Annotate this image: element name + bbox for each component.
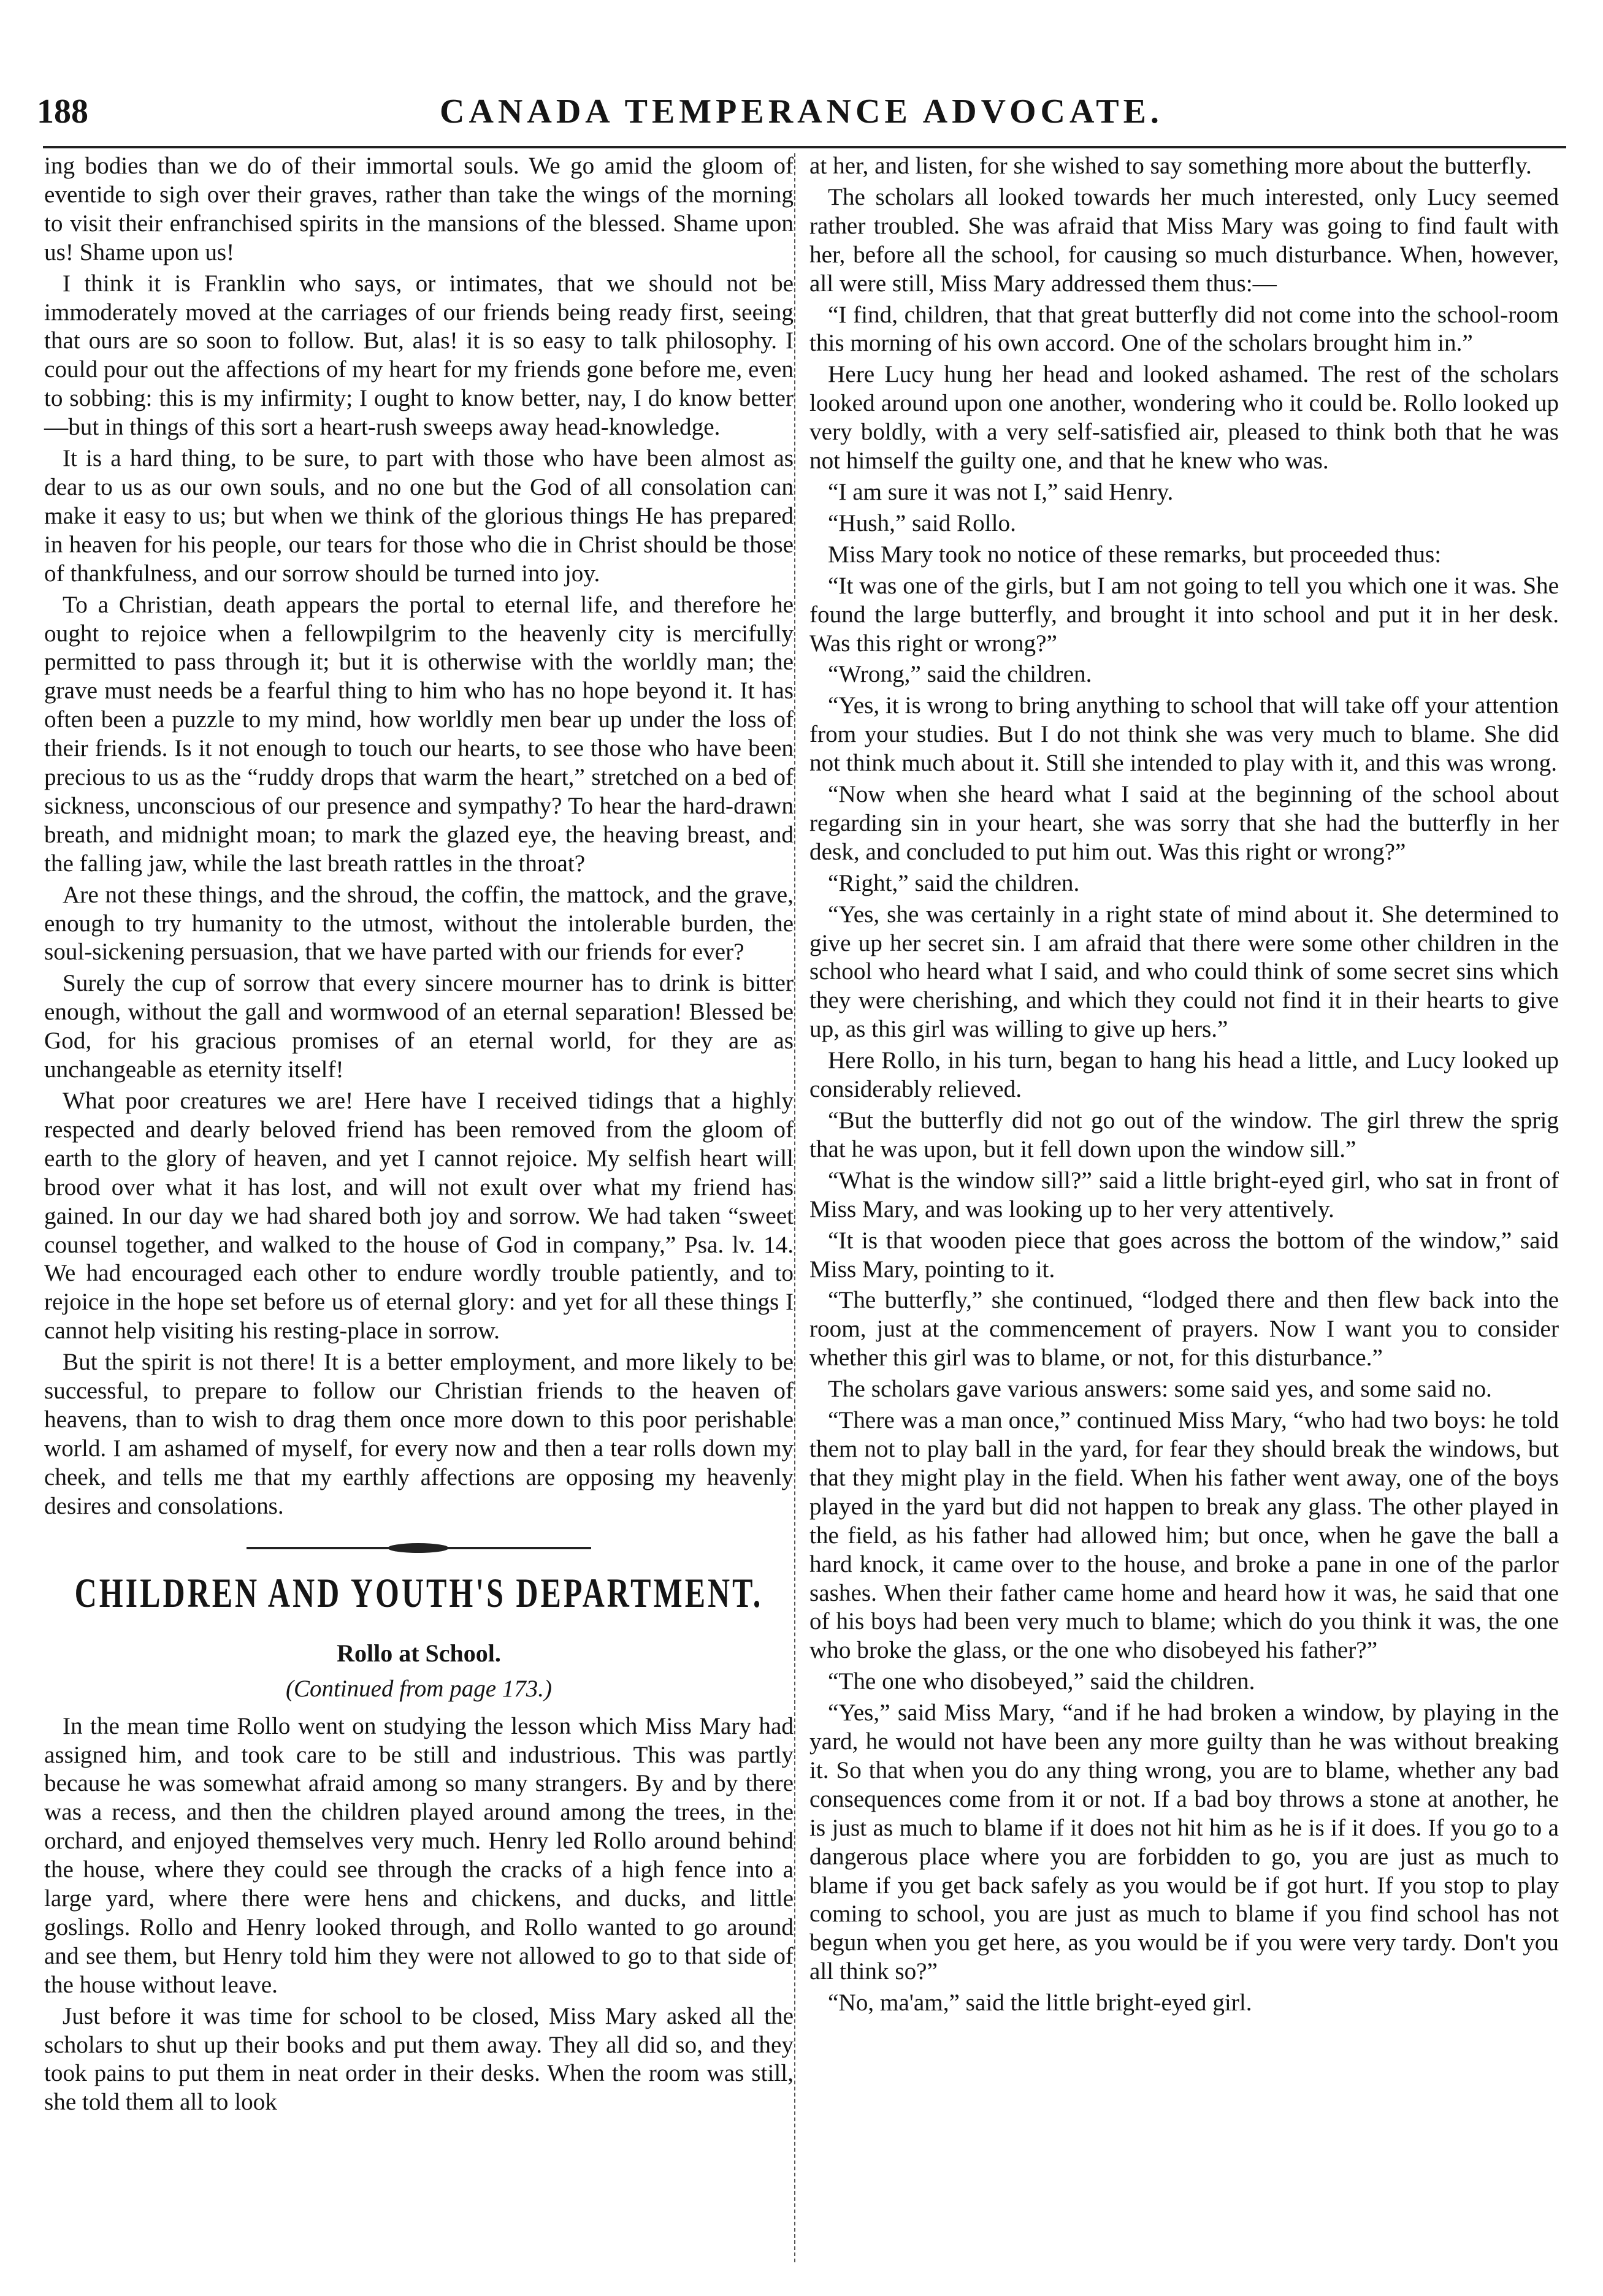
paragraph: In the mean time Rollo went on studying the lesson which Miss Mary had assigned him, and took care to be still and industrious. This was partly because he was somewhat afraid among so many strangers. By and by there was a recess, and then the children played around among the trees, in the orchard, and enjoyed themselves very much. Henry led Rollo around behind the house, where they could see through the cracks of a high fence into a large yard, where there were hens and chickens, and ducks, and little goslings. Rollo and Henry looked through, and Rollo wanted to go around and see them, but Henry told him they were not allowed to go to that side of the house without leave. <box>44 1712 794 1998</box>
paragraph: “Now when she heard what I said at the beginning of the school about regarding sin in your heart, she was sorry that she had the butterfly in her desk, and concluded to put him out. Was this right or wrong?” <box>809 781 1559 865</box>
paragraph: “It is that wooden piece that goes across the bottom of the window,” said Miss Mary, pointing to it. <box>809 1227 1559 1283</box>
right-column <box>809 152 1559 2020</box>
page-header <box>37 92 1566 147</box>
paragraph: “It was one of the girls, but I am not going to tell you which one it was. She found the large butterfly, and brought it into school and put it in her desk. Was this right or wrong?” <box>809 572 1559 657</box>
paragraph: Just before it was time for school to be closed, Miss Mary asked all the scholars to shut up their books and put them away. They all did so, and they took pains to put them in neat order in their desks. When the room was still, she told them all to look <box>44 2002 794 2116</box>
paragraph: “I find, children, that that great butterfly did not come into the school-room this morning of his own accord. One of the scholars brought him in.” <box>809 301 1559 357</box>
header-rule <box>43 146 1566 148</box>
paragraph: The scholars all looked towards her much interested, only Lucy seemed rather troubled. She was afraid that Miss Mary was going to find fault with her, before all the school, for causing so much disturbance. When, however, all were still, Miss Mary addressed them thus:— <box>809 183 1559 297</box>
paragraph: “What is the window sill?” said a little bright-eyed girl, who sat in front of Miss Mary, and was looking up to her very attentively. <box>809 1167 1559 1222</box>
paragraph: “Wrong,” said the children. <box>828 661 1092 688</box>
paragraph: It is a hard thing, to be sure, to part with those who have been almost as dear to us as our own souls, and no one but the God of all consolation can make it easy to us; but when we think of the glorious things He has prepared in heaven for his people, our tears for those who die in Christ should be those of thankfulness, and our sorrow should be turned into joy. <box>44 445 794 587</box>
ornamental-divider <box>44 1537 794 1559</box>
page-number: 188 <box>37 93 88 131</box>
paragraph: at her, and listen, for she wished to say something more about the butterfly. <box>809 153 1532 179</box>
paragraph: “The butterfly,” she continued, “lodged there and then flew back into the room, just at the commencement of prayers. Now I want you to consider whether this girl was to blame, or not, for this disturbance.” <box>809 1287 1559 1371</box>
paragraph: Are not these things, and the shroud, the coffin, the mattock, and the grave, enough to try humanity to the utmost, without the intolerable burden, the soul-sickening persuasion, that we have parted with our friends for ever? <box>44 881 794 966</box>
paragraph: “Hush,” said Rollo. <box>828 509 1016 536</box>
paragraph: What poor creatures we are! Here have I received tidings that a highly respected and dearly beloved friend has been removed from the gloom of earth to the glory of heaven, and yet I cannot rejoice. My selfish heart will brood over what it has lost, and will not exult over what my friend has gained. In our day we had shared both joy and sorrow. We had taken “sweet counsel together, and walked to the house of God in company,” Psa. lv. 14. We had encouraged each other to endure wordly trouble patiently, and to rejoice in the hope set before us of eternal glory: and yet for all these things I cannot help visiting his resting-place in sorrow. <box>44 1088 794 1344</box>
continued-note: (Continued from page 173.) <box>285 1675 552 1702</box>
paragraph: Surely the cup of sorrow that every sincere mourner has to drink is bitter enough, without the gall and wormwood of an eternal separation! Blessed be God, for his gracious promises of an eternal world, for they are as unchangeable as eternity itself! <box>44 970 794 1083</box>
paragraph: “I am sure it was not I,” said Henry. <box>828 478 1174 505</box>
paragraph: “No, ma'am,” said the little bright-eyed girl. <box>828 1989 1252 2016</box>
paragraph: “Right,” said the children. <box>828 869 1080 896</box>
paragraph: ing bodies than we do of their immortal souls. We go amid the gloom of eventide to sigh over their graves, rather than take the wings of the morning to visit their enfranchised spirits in the mansions of the blessed. Shame upon us! Shame upon us! <box>44 153 794 265</box>
paragraph: “But the butterfly did not go out of the window. The girl threw the sprig that he was upon, but it fell down upon the window sill.” <box>809 1107 1559 1162</box>
left-column <box>44 152 794 2119</box>
paragraph: “There was a man once,” continued Miss Mary, “who had two boys: he told them not to play ball in the yard, for fear they should break the windows, but that they might play in the field. When his father went away, one of the boys played in the yard but did not happen to break any glass. The other played in the field, as his father had allowed him; but once, when he gave the ball a hard knock, it came over to the house, and broke a pane in one of the parlor sashes. When their father came home and heard how it was, he said that one of his boys had been very much to blame; which do you think it was, the one who broke the glass, or the one who disobeyed his father?” <box>809 1407 1559 1664</box>
paragraph: But the spirit is not there! It is a better employment, and more likely to be successful, to prepare to follow our Christian friends to the heaven of heavens, than to wish to drag them once more down to this poor perishable world. I am ashamed of myself, for every now and then a tear rolls down my cheek, and tells me that my earthly affections are opposing my heavenly desires and consolations. <box>44 1349 794 1519</box>
paragraph: “Yes, she was certainly in a right state of mind about it. She determined to give up her secret sin. I am afraid that there were some other children in the school who heard what I said, and who could think of some secret sins which they were cherishing, and which they could not find it in their hearts to give up, as this girl was willing to give up hers.” <box>809 901 1559 1043</box>
masthead-title: CANADA TEMPERANCE ADVOCATE. <box>440 93 1163 131</box>
paragraph: “Yes,” said Miss Mary, “and if he had broken a window, by playing in the yard, he would not have been any more guilty than he was without breaking it. So that when you do any thing wrong, you are to blame, whether any bad consequences come from it or not. If a bad boy throws a stone at another, he is just as much to blame if it does not hit him as he is if it does. If you go to a dangerous place where you are forbidden to go, you are just as much to blame if you get back safely as you would be if got hurt. If you stop to play coming to school, you are just as much to blame if you find school has not begun when you get here, as you would be if you were very tardy. Don't you all think so?” <box>809 1699 1559 1985</box>
paragraph: Here Lucy hung her head and looked ashamed. The rest of the scholars looked around upon one another, wondering who it could be. Rollo looked up very boldly, with a very self-satisfied air, pleased to think both that he was not himself the guilty one, and that he knew who was. <box>809 361 1559 475</box>
paragraph: To a Christian, death appears the portal to eternal life, and therefore he ought to rejoice when a fellowpilgrim to the heavenly city is mercifully permitted to pass through it; but it is otherwise with the worldly man; the grave must needs be a fearful thing to him who has no hope beyond it. It has often been a puzzle to my mind, how worldly men bear up under the loss of their friends. Is it not enough to touch our hearts, to see those who have been precious to us as the “ruddy drops that warm the heart,” stretched on a bed of sickness, unconscious of our presence and sympathy? To hear the hard-drawn breath, and midnight moan; to mark the glazed eye, the heaving breast, and the falling jaw, while the last breath rattles in the throat? <box>44 591 794 877</box>
column-divider <box>794 153 795 2262</box>
paragraph: “Yes, it is wrong to bring anything to school that will take off your attention from your studies. But I do not think she was very much to blame. She did not think much about it. Still she intended to play with it, and this was wrong. <box>809 692 1559 777</box>
story-title: Rollo at School. <box>337 1639 501 1667</box>
paragraph: Miss Mary took no notice of these remarks, but proceeded thus: <box>828 541 1442 568</box>
paragraph: I think it is Franklin who says, or intimates, that we should not be immoderately moved at the carriages of our friends being ready first, seeing that ours are so soon to follow. But, alas! it is so easy to talk philosophy. I could pour out the affections of my heart for my friends gone before me, even to sobbing: this is my infirmity; I ought to know better, nay, I do know better—but in things of this sort a heart-rush sweeps away head-knowledge. <box>44 270 794 441</box>
paragraph: “The one who disobeyed,” said the children. <box>828 1668 1255 1695</box>
department-title: CHILDREN AND YOUTH'S DEPARTMENT. <box>74 1569 763 1616</box>
paragraph: Here Rollo, in his turn, began to hang his head a little, and Lucy looked up considerably relieved. <box>809 1047 1559 1103</box>
paragraph: The scholars gave various answers: some said yes, and some said no. <box>828 1376 1492 1403</box>
